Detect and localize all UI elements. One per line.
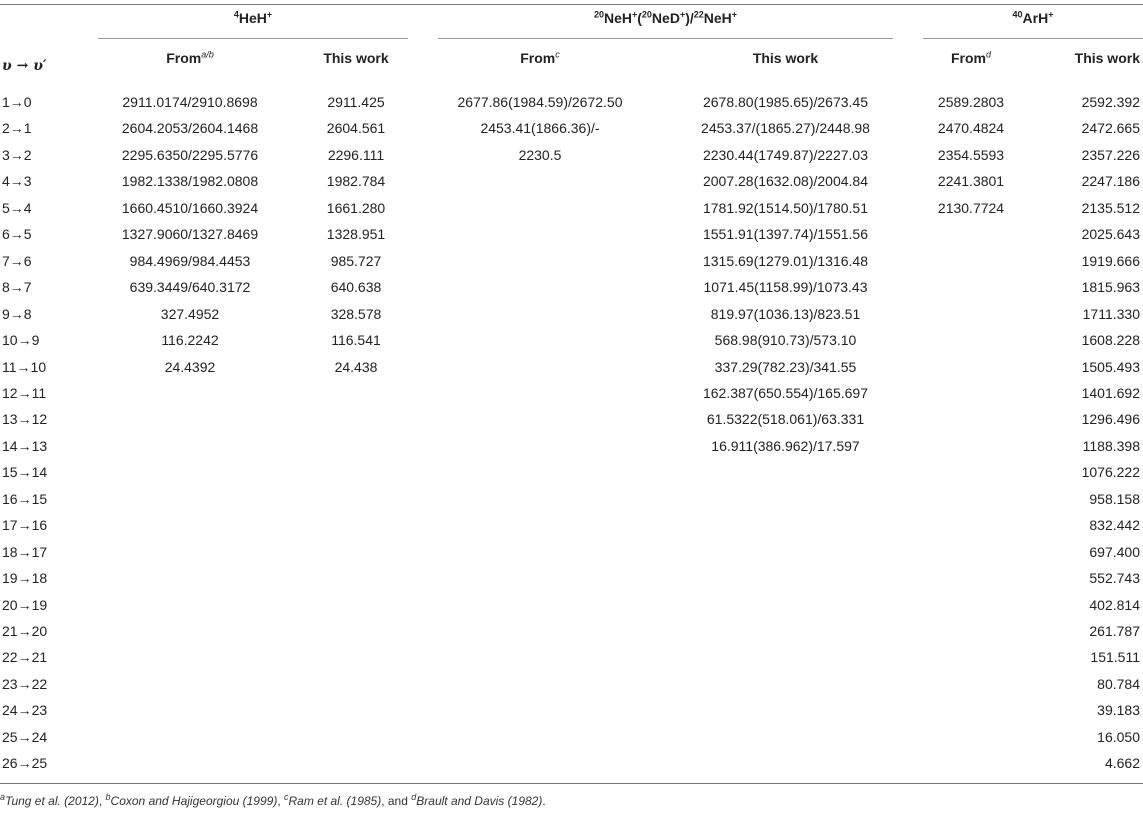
cell-arh-this-work: 2247.186 xyxy=(1081,173,1140,190)
cell-vibration: 11→10 xyxy=(2,358,47,375)
cell-neh-from: 2230.5 xyxy=(518,146,562,163)
cell-vibration: 5→4 xyxy=(2,199,32,216)
table-row xyxy=(0,565,1143,591)
table-row xyxy=(0,380,1143,406)
table-row xyxy=(0,433,1143,459)
cell-heh-from: 327.4952 xyxy=(160,305,220,322)
table-row xyxy=(0,248,1143,274)
cell-arh-this-work: 151.511 xyxy=(1090,649,1140,666)
table-row xyxy=(0,221,1143,247)
cell-arh-from: 2241.3801 xyxy=(937,173,1005,190)
cell-arh-this-work: 697.400 xyxy=(1089,543,1140,560)
cell-neh-this-work: 1781.92(1514.50)/1780.51 xyxy=(702,199,869,216)
cell-vibration: 15→14 xyxy=(2,464,48,481)
cell-neh-this-work: 1071.45(1158.99)/1073.43 xyxy=(703,279,868,296)
cell-arh-this-work: 958.158 xyxy=(1089,490,1140,507)
cell-vibration: 21→20 xyxy=(2,623,48,639)
cell-arh-this-work: 16.050 xyxy=(1097,728,1140,745)
cell-vibration: 18→17 xyxy=(2,543,48,560)
cell-vibration: 3→2 xyxy=(2,146,32,163)
table-row xyxy=(0,671,1143,697)
table-row xyxy=(0,618,1143,644)
table-bottom-rule xyxy=(0,783,1143,784)
cell-vibration: 12→11 xyxy=(2,384,47,401)
cell-vibration: 1→0 xyxy=(2,94,32,110)
cell-arh-this-work: 1815.963 xyxy=(1081,279,1140,296)
cell-heh-this-work: 328.578 xyxy=(330,305,382,322)
cell-arh-this-work: 552.743 xyxy=(1089,570,1140,587)
cell-arh-this-work: 2357.226 xyxy=(1081,146,1140,163)
col-header-neh-this-work: This work xyxy=(752,50,819,66)
cell-heh-this-work: 2604.561 xyxy=(326,120,386,137)
header-neh-underline xyxy=(438,38,893,39)
cell-vibration: 10→9 xyxy=(2,332,40,349)
table-row xyxy=(0,274,1143,300)
cell-arh-from: 2470.4824 xyxy=(937,120,1005,137)
table-row xyxy=(0,512,1143,538)
cell-heh-from: 2295.6350/2295.5776 xyxy=(121,146,259,163)
cell-neh-this-work: 2230.44(1749.87)/2227.03 xyxy=(702,146,869,163)
cell-arh-this-work: 1076.222 xyxy=(1081,464,1140,481)
header-heh: $^4$HeH+ xyxy=(233,9,273,26)
header-heh-underline xyxy=(98,38,408,39)
col-header-heh-this-work: This work xyxy=(323,50,389,66)
cell-heh-from: 1327.9060/1327.8469 xyxy=(121,226,259,243)
cell-arh-this-work: 4.662 xyxy=(1104,755,1140,772)
table-row xyxy=(0,459,1143,485)
cell-vibration: 8→7 xyxy=(2,279,32,296)
cell-heh-this-work: 116.541 xyxy=(331,332,381,349)
cell-neh-this-work: 61.5322(518.061)/63.331 xyxy=(706,411,865,428)
cell-heh-from: 2911.0174/2910.8698 xyxy=(122,94,258,110)
cell-vibration: 14→13 xyxy=(2,437,48,454)
cell-heh-this-work: 1982.784 xyxy=(326,173,386,190)
cell-neh-this-work: 2678.80(1985.65)/2673.45 xyxy=(702,94,869,110)
cell-neh-from: 2453.41(1866.36)/- xyxy=(480,120,600,137)
cell-arh-this-work: 2472.665 xyxy=(1081,120,1140,137)
cell-arh-from: 2130.7724 xyxy=(937,199,1005,216)
cell-vibration: 20→19 xyxy=(2,596,48,613)
col-header-arh-this-work: This work xyxy=(1074,50,1140,66)
cell-neh-this-work: 162.387(650.554)/165.697 xyxy=(702,384,869,401)
table-row xyxy=(0,697,1143,723)
cell-vibration: 17→16 xyxy=(2,517,48,534)
header-arh: $^{40}$ArH+ xyxy=(1012,9,1054,26)
table-row xyxy=(0,354,1143,380)
table-row xyxy=(0,168,1143,194)
cell-arh-this-work: 1401.692 xyxy=(1081,384,1140,401)
col-header-arh-from: From$^d$ xyxy=(950,49,991,66)
col-header-neh-from: From$^c$ xyxy=(520,49,560,66)
cell-arh-this-work: 80.784 xyxy=(1097,675,1140,692)
cell-vibration: 19→18 xyxy=(2,570,48,587)
cell-heh-this-work: 2296.111 xyxy=(327,146,385,163)
table-row xyxy=(0,89,1143,115)
cell-vibration: 23→22 xyxy=(2,675,48,692)
cell-neh-this-work: 337.29(782.23)/341.55 xyxy=(714,358,857,375)
cell-heh-this-work: 1328.951 xyxy=(326,226,386,243)
table-row xyxy=(0,115,1143,141)
cell-heh-this-work: 24.438 xyxy=(334,358,378,375)
table-row xyxy=(0,486,1143,512)
cell-arh-this-work: 1711.330 xyxy=(1082,305,1140,322)
cell-arh-from: 2589.2803 xyxy=(937,94,1005,110)
table-row xyxy=(0,750,1143,776)
cell-neh-this-work: 1315.69(1279.01)/1316.48 xyxy=(702,252,869,269)
cell-heh-from: 984.4969/984.4453 xyxy=(129,252,251,269)
table-row xyxy=(0,724,1143,750)
table-row xyxy=(0,301,1143,327)
cell-vibration: 16→15 xyxy=(2,490,48,507)
table-row xyxy=(0,327,1143,353)
cell-vibration: 25→24 xyxy=(2,728,48,745)
table-footnote: $^a$Tung et al. (2012), $^b$Coxon and Hajigeorgiou (1999), $^c$Ram et al. (1985), and $^d$Brault and Davis (1982). xyxy=(0,792,546,808)
cell-neh-this-work: 819.97(1036.13)/823.51 xyxy=(710,305,861,322)
cell-heh-from: 1982.1338/1982.0808 xyxy=(121,173,259,190)
table-row xyxy=(0,592,1143,618)
cell-heh-this-work: 640.638 xyxy=(330,279,382,296)
cell-heh-this-work: 1661.280 xyxy=(326,199,386,216)
cell-arh-this-work: 1919.666 xyxy=(1081,252,1140,269)
cell-arh-this-work: 261.787 xyxy=(1089,623,1140,639)
cell-arh-this-work: 2025.643 xyxy=(1081,226,1140,243)
cell-arh-this-work: 2135.512 xyxy=(1081,199,1140,216)
cell-arh-this-work: 1188.398 xyxy=(1082,437,1140,454)
cell-arh-this-work: 1608.228 xyxy=(1081,332,1140,349)
cell-arh-this-work: 39.183 xyxy=(1097,702,1140,719)
cell-arh-this-work: 832.442 xyxy=(1089,517,1140,534)
table-row xyxy=(0,406,1143,432)
cell-vibration: 9→8 xyxy=(2,305,32,322)
cell-vibration: 26→25 xyxy=(2,755,48,772)
cell-vibration: 7→6 xyxy=(2,252,32,269)
col-header-heh-from: From$^{a/b}$ xyxy=(166,49,214,66)
table-row xyxy=(0,539,1143,565)
cell-vibration: 24→23 xyxy=(2,702,48,719)
header-neh: $^{20}$NeH+($^{20}$NeD+)/$^{22}$NeH+ xyxy=(593,9,738,26)
cell-vibration: 6→5 xyxy=(2,226,32,243)
cell-vibration: 22→21 xyxy=(2,649,48,666)
cell-arh-this-work: 1505.493 xyxy=(1081,358,1140,375)
cell-heh-from: 24.4392 xyxy=(164,358,216,375)
cell-vibration: 4→3 xyxy=(2,173,32,190)
cell-vibration: 2→1 xyxy=(2,120,32,137)
header-arh-underline xyxy=(923,38,1143,39)
cell-neh-this-work: 2453.37/(1865.27)/2448.98 xyxy=(701,120,870,137)
cell-heh-this-work: 985.727 xyxy=(330,252,382,269)
table-row xyxy=(0,142,1143,168)
cell-vibration: 13→12 xyxy=(2,411,48,428)
cell-arh-from: 2354.5593 xyxy=(937,146,1005,163)
table-row xyxy=(0,195,1143,221)
table-row xyxy=(0,644,1143,670)
cell-heh-from: 639.3449/640.3172 xyxy=(129,279,251,296)
cell-arh-this-work: 1296.496 xyxy=(1081,411,1140,428)
cell-heh-from: 1660.4510/1660.3924 xyxy=(121,199,259,216)
cell-neh-this-work: 568.98(910.73)/573.10 xyxy=(714,332,857,349)
cell-neh-from: 2677.86(1984.59)/2672.50 xyxy=(457,94,623,110)
cell-neh-this-work: 2007.28(1632.08)/2004.84 xyxy=(702,173,869,190)
cell-arh-this-work: 2592.392 xyxy=(1081,94,1140,110)
cell-neh-this-work: 16.911(386.962)/17.597 xyxy=(711,437,860,454)
table-top-rule xyxy=(0,4,1143,5)
cell-neh-this-work: 1551.91(1397.74)/1551.56 xyxy=(702,226,869,243)
col-header-vibration: υ → υ′ xyxy=(2,58,47,74)
cell-heh-from: 2604.2053/2604.1468 xyxy=(121,120,259,137)
cell-heh-from: 116.2242 xyxy=(161,332,219,349)
cell-heh-this-work: 2911.425 xyxy=(327,94,385,110)
cell-arh-this-work: 402.814 xyxy=(1089,596,1140,613)
